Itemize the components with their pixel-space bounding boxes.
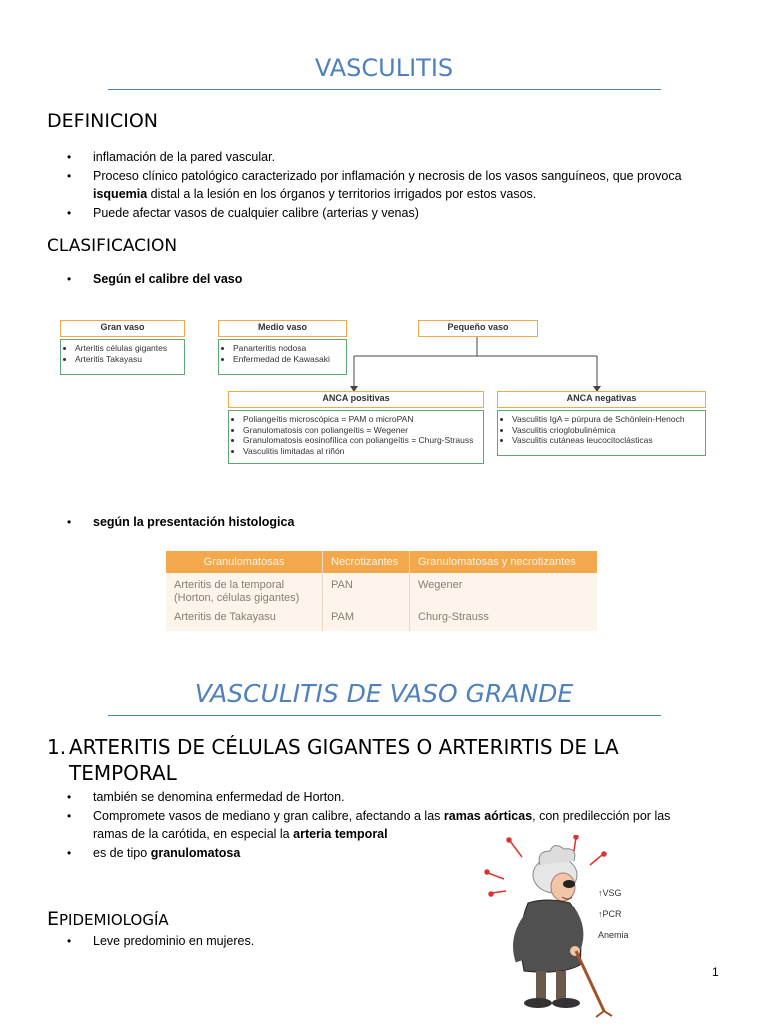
list-item: • también se denomina enfermedad de Horton. <box>47 788 697 807</box>
list-item: • Arteritis células gigantes <box>75 343 180 354</box>
list-item: • Proceso clínico patológico caracterizado por inflamación y necrosis de los vasos sanguíneos, que provoca isquemia distal a la lesión en los órganos y territorios irrigados por estos vasos. <box>47 167 717 204</box>
table-cell: PAN <box>323 573 410 607</box>
list-item: • según la presentación histologica <box>47 513 547 532</box>
section-title: VASCULITIS DE VASO GRANDE <box>194 679 574 708</box>
list-item: • es de tipo granulomatosa <box>47 844 697 863</box>
medio-vaso-box <box>218 339 347 375</box>
definicion-heading: DEFINICION <box>47 110 159 132</box>
table-row <box>166 573 597 607</box>
anca-negativas-header: ANCA negativas <box>497 391 706 408</box>
list-item: • Granulomatosis con poliangeítis = Wegener <box>243 425 479 436</box>
page-number: 1 <box>712 965 719 979</box>
list-item: • Vasculitis crioglobulinémica <box>512 425 701 436</box>
list-item: • Vasculitis limitadas al riñón <box>243 446 479 457</box>
list-item: • Puede afectar vasos de cualquier calibre (arterias y venas) <box>47 204 717 223</box>
table-cell: Arteritis de Takayasu <box>174 611 276 623</box>
list-item: • Según el calibre del vaso <box>47 270 547 289</box>
list-item: • Leve predominio en mujeres. <box>47 932 447 951</box>
list-item: • Granulomatosis eosinofílica con poliangeítis = Churg-Strauss <box>243 435 479 446</box>
heading-number: 1. <box>47 735 67 759</box>
list-item: • Vasculitis IgA = púrpura de Schönlein-Henoch <box>512 414 701 425</box>
epidemiologia-list <box>47 932 447 951</box>
section-title-underline <box>108 715 661 716</box>
list-item: • Vasculitis cutáneas leucocitoclásticas <box>512 435 701 446</box>
gran-vaso-header: Gran vaso <box>60 320 185 337</box>
elderly-woman-illustration <box>480 835 640 1020</box>
pcr-label: ↑PCR <box>598 909 622 919</box>
diagram-connectors <box>0 0 768 480</box>
list-item: • inflamación de la pared vascular. <box>47 148 717 167</box>
histology-table <box>166 551 597 631</box>
epidemiologia-heading: EPIDEMIOLOGÍA <box>47 908 169 930</box>
anemia-label: Anemia <box>598 930 629 940</box>
table-cell: Wegener <box>410 573 598 607</box>
table-row <box>166 607 597 631</box>
table-cell: Churg-Strauss <box>410 607 598 631</box>
clasificacion-heading: CLASIFICACION <box>47 236 178 256</box>
table-header: Necrotizantes <box>323 551 410 573</box>
list-item: • Poliangeítis microscópica = PAM o microPAN <box>243 414 479 425</box>
table-cell: PAM <box>323 607 410 631</box>
list-item: • Panarteritis nodosa <box>233 343 342 354</box>
pequeno-vaso-header: Pequeño vaso <box>418 320 538 337</box>
arteritis-heading: 1. ARTERITIS DE CÉLULAS GIGANTES O ARTERIRTIS DE LA TEMPORAL <box>47 735 619 785</box>
list-item: • Enfermedad de Kawasaki <box>233 354 342 365</box>
vsg-label: ↑VSG <box>598 888 622 898</box>
clasificacion-list-2 <box>47 513 547 532</box>
page-title: VASCULITIS <box>314 54 454 82</box>
list-item: • Arteritis Takayasu <box>75 354 180 365</box>
list-item: • Compromete vasos de mediano y gran calibre, afectando a las ramas aórticas, con predilección por las ramas de la carótida, en especial la arteria temporal <box>47 807 697 844</box>
anca-negativas-box <box>497 410 706 456</box>
table-header-row <box>166 551 597 573</box>
table-cell: Arteritis de la temporal (Horton, células gigantes) <box>174 579 300 604</box>
anca-positivas-header: ANCA positivas <box>228 391 484 408</box>
table-header: Granulomatosas <box>166 551 323 573</box>
table-header: Granulomatosas y necrotizantes <box>410 551 598 573</box>
medio-vaso-header: Medio vaso <box>218 320 347 337</box>
anca-positivas-box <box>228 410 484 464</box>
gran-vaso-box <box>60 339 185 375</box>
